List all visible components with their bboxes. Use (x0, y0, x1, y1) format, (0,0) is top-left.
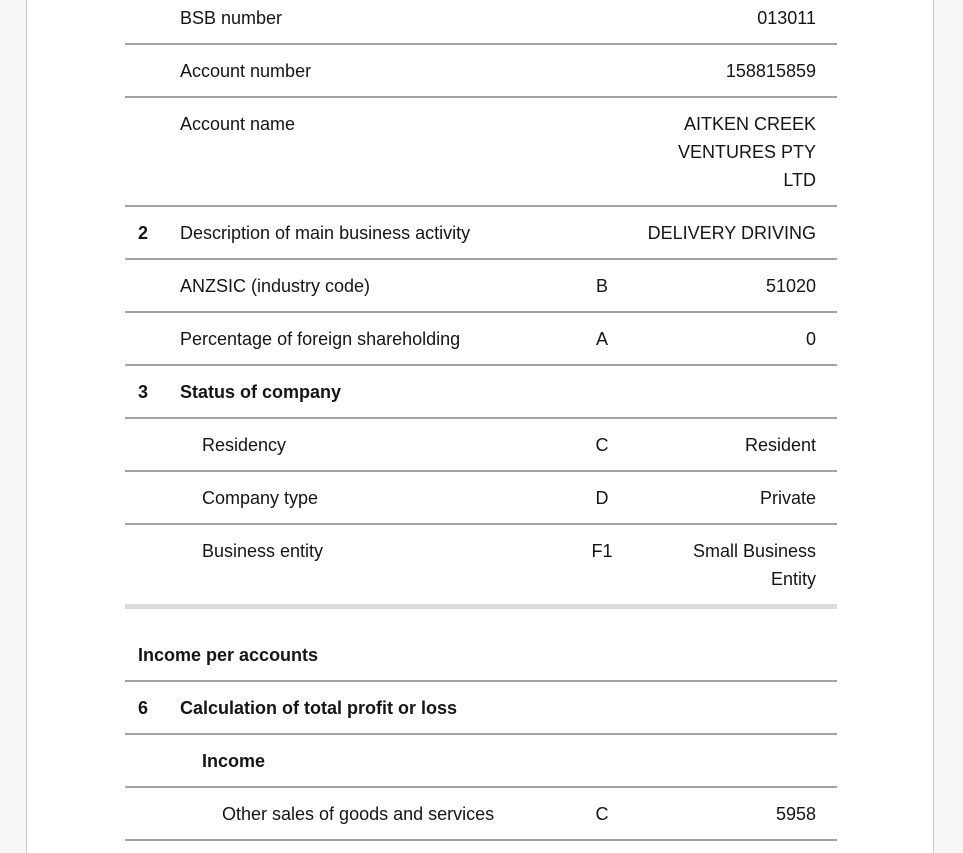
row-label: Income (202, 751, 266, 771)
form-row (125, 682, 837, 735)
field-value: 0 (805, 329, 816, 349)
section-spacer (125, 609, 837, 629)
field-code: A (595, 329, 608, 349)
form-row (125, 207, 837, 260)
form-row (125, 735, 837, 788)
form-row (125, 472, 837, 525)
field-value: 158815859 (725, 61, 816, 81)
row-label: BSB number (180, 8, 283, 28)
tax-form-table (125, 0, 837, 841)
section-heading: Income per accounts (138, 645, 319, 665)
row-label: Status of company (180, 382, 342, 402)
document-page (26, 0, 934, 853)
row-label: Company type (202, 488, 319, 508)
field-code: F1 (591, 541, 613, 561)
field-value: 51020 (765, 276, 816, 296)
field-value: DELIVERY DRIVING (647, 223, 816, 243)
row-label: Percentage of foreign shareholding (180, 329, 461, 349)
form-row (125, 313, 837, 366)
field-value: 013011 (757, 8, 816, 28)
section-heading-row (125, 629, 837, 682)
row-number: 2 (138, 223, 149, 243)
field-value: 5958 (775, 804, 816, 824)
row-label: Business entity (202, 541, 324, 561)
field-code: B (595, 276, 608, 296)
field-code: D (595, 488, 609, 508)
field-value: AITKEN CREEK VENTURES PTY LTD (677, 114, 816, 190)
form-row (125, 0, 837, 45)
row-number: 6 (138, 698, 149, 718)
field-code: C (595, 804, 609, 824)
field-value: Resident (744, 435, 816, 455)
row-label: Other sales of goods and services (222, 804, 495, 824)
row-label: Account number (180, 61, 312, 81)
field-code: C (595, 435, 609, 455)
field-value: Private (759, 488, 816, 508)
row-number: 3 (138, 382, 149, 402)
row-label: Description of main business activity (180, 223, 471, 243)
form-row (125, 98, 837, 207)
field-value: Small Business Entity (692, 541, 816, 589)
form-row (125, 366, 837, 419)
row-label: Residency (202, 435, 287, 455)
form-row (125, 260, 837, 313)
row-label: Account name (180, 114, 296, 134)
form-row (125, 419, 837, 472)
form-row (125, 525, 837, 604)
row-label: ANZSIC (industry code) (180, 276, 371, 296)
form-row (125, 45, 837, 98)
row-label: Calculation of total profit or loss (180, 698, 458, 718)
form-row (125, 788, 837, 841)
